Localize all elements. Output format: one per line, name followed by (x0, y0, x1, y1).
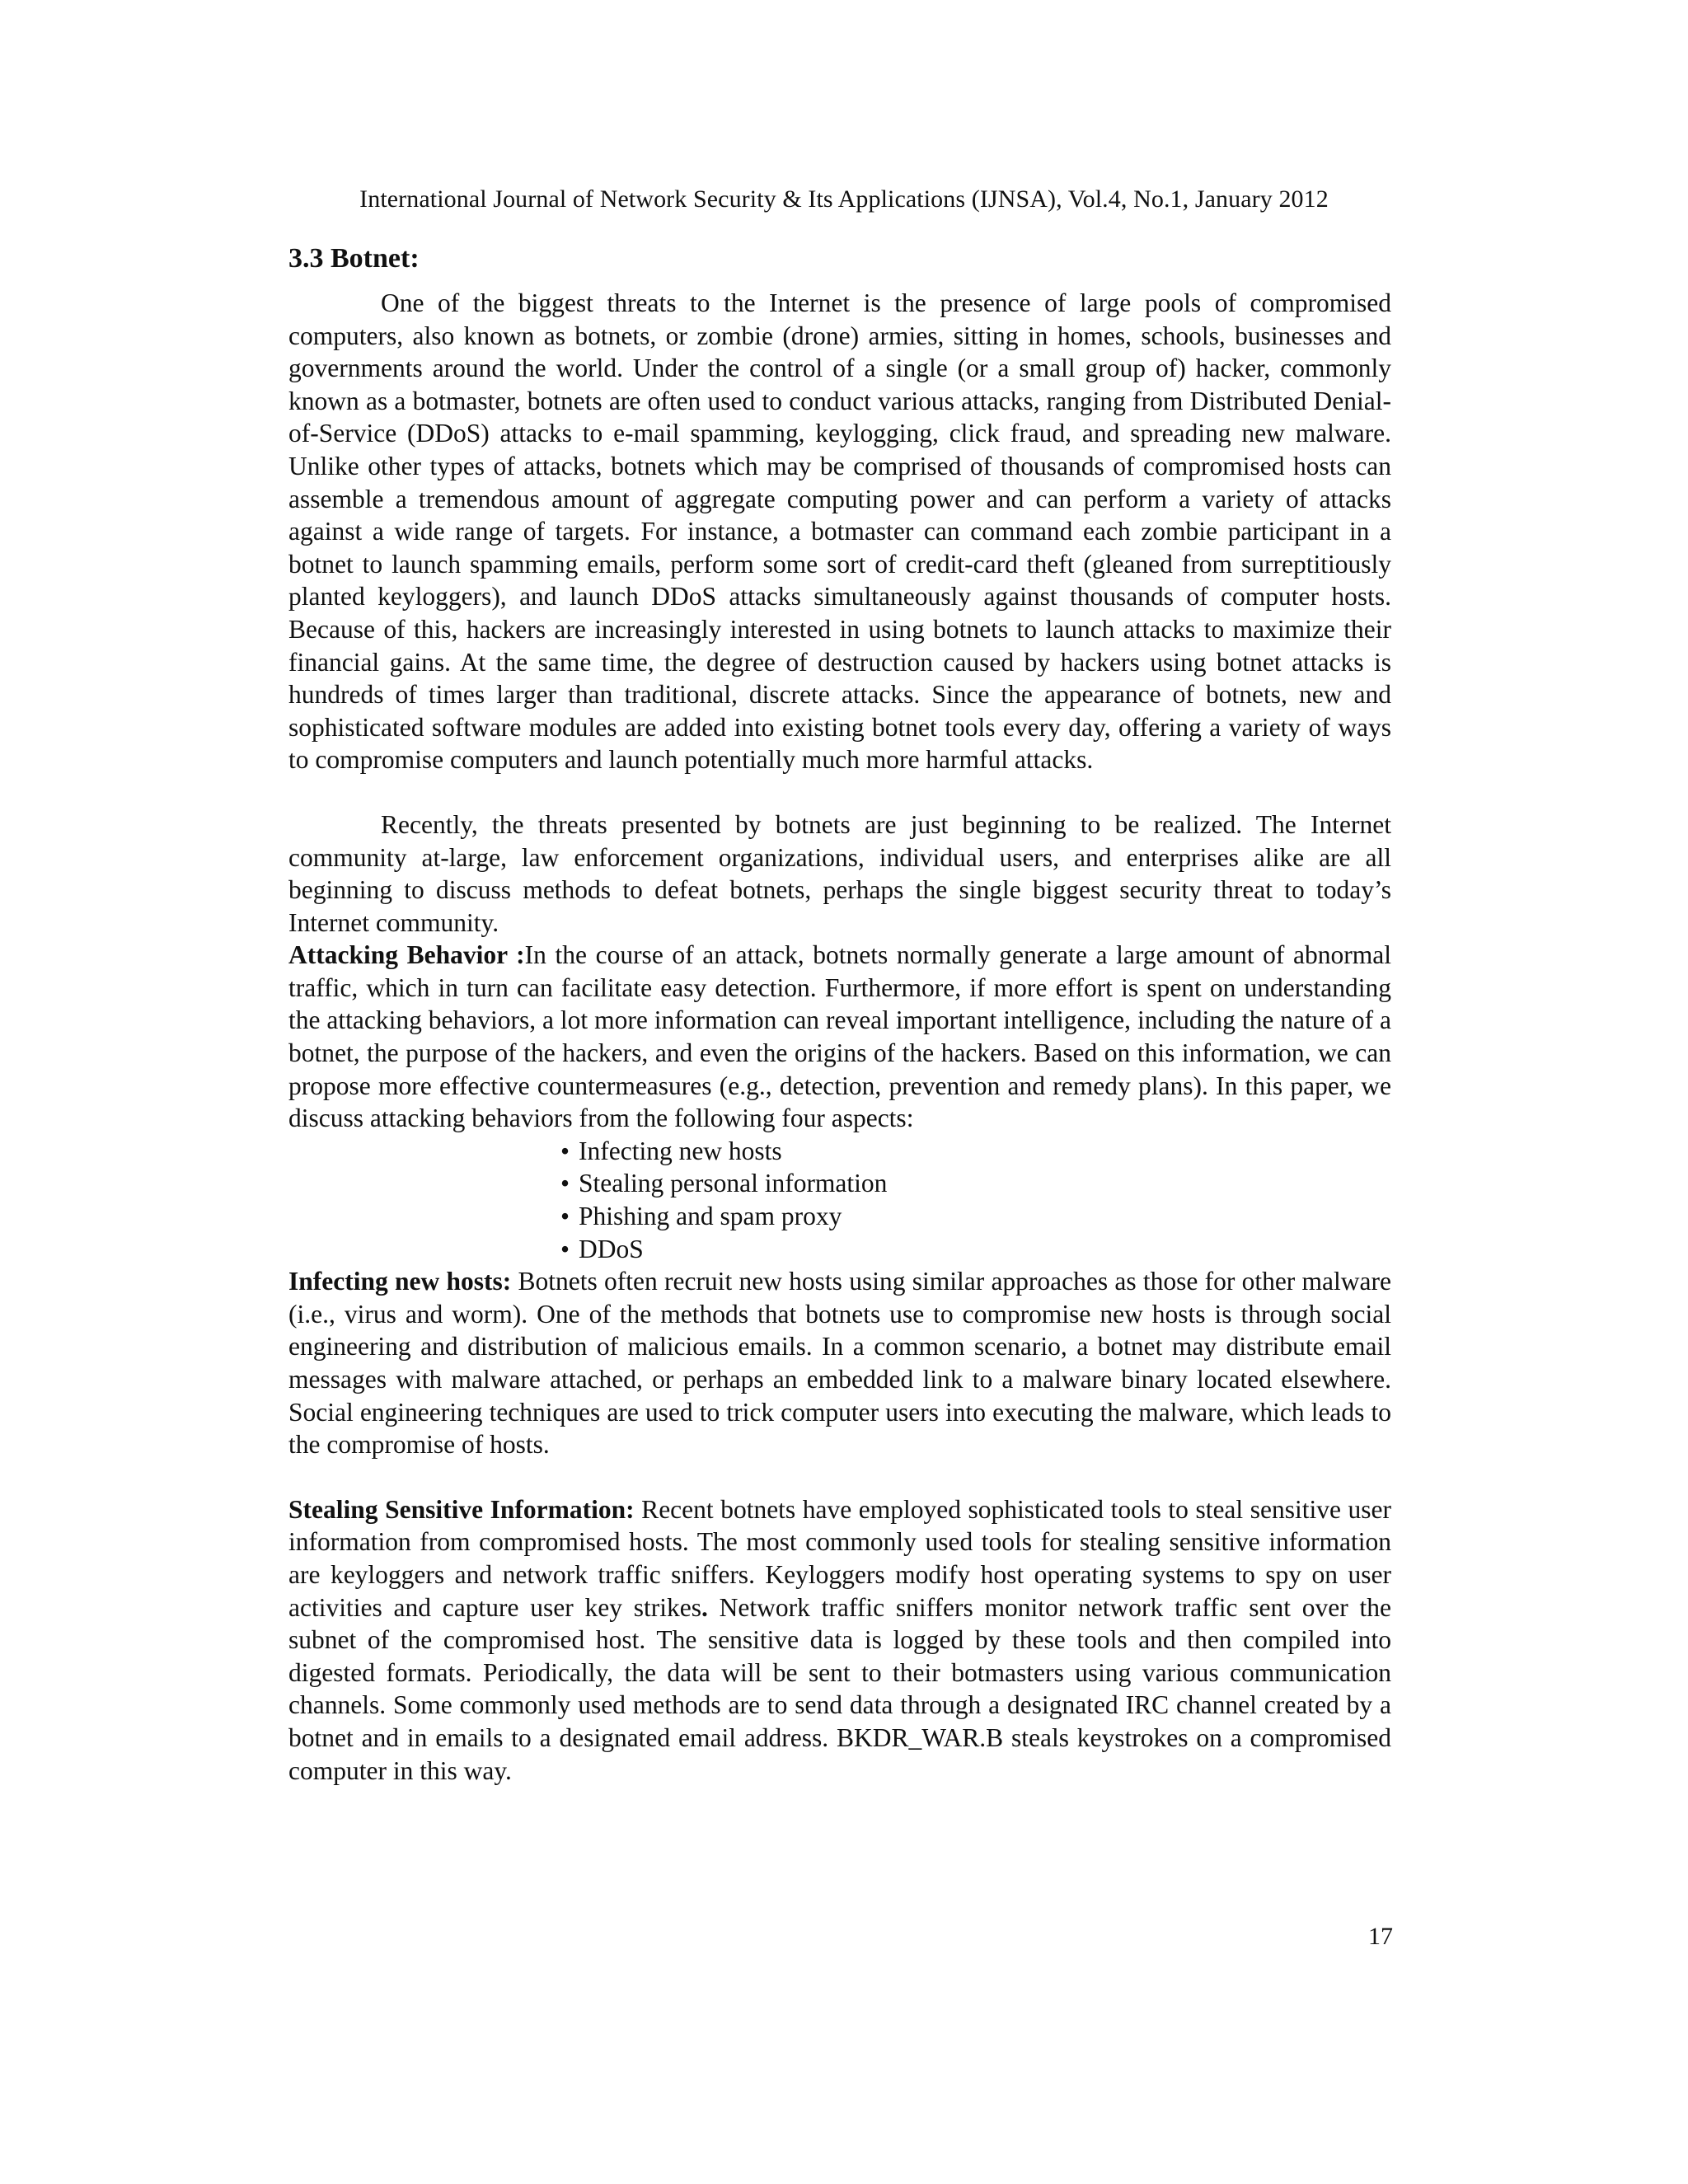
page-number: 17 (1368, 1923, 1393, 1950)
paragraph-botnet-threats: Recently, the threats presented by botnets are just beginning to be realized. The Internet community at-large, law enforcement organizations, individual users, and enterprises alike are all beginning to discuss methods to defeat botnets, perhaps the single biggest security threat to today’s Internet community. (288, 809, 1391, 937)
body-content (288, 241, 1391, 1787)
paragraph-botnet-intro: One of the biggest threats to the Internet is the presence of large pools of compromised computers, also known as botnets, or zombie (drone) armies, sitting in homes, schools, businesses and governments around the world. Under the control of a single (or a small group of) hacker, commonly known as a botmaster, botnets are often used to conduct various attacks, ranging from Distributed Denial-of-Service (DDoS) attacks to e-mail spamming, keylogging, click fraud, and spreading new malware. Unlike other types of attacks, botnets which may be comprised of thousands of compromised hosts can assemble a tremendous amount of aggregate computing power and can perform a variety of attacks against a wide range of targets. For instance, a botmaster can command each zombie participant in a botnet to launch spamming emails, perform some sort of credit-card theft (gleaned from surreptitiously planted keyloggers), and launch DDoS attacks simultaneously against thousands of computer hosts. Because of this, hackers are increasingly interested in using botnets to launch attacks to maximize their financial gains. At the same time, the degree of destruction caused by hackers using botnet attacks is hundreds of times larger than traditional, discrete attacks. Since the appearance of botnets, new and sophisticated software modules are added into existing botnet tools every day, offering a variety of ways to compromise computers and launch potentially much more harmful attacks. (288, 288, 1391, 775)
paragraph-stealing-information (288, 1493, 1391, 1787)
list-item (560, 1200, 1391, 1233)
stealing-text-part2: Network traffic sniffers monitor network traffic sent over the subnet of the compromised host. The sensitive data is logged by these tools and then compiled into digested formats. Periodically, the data will be sent to their botmasters using various communication channels. Some commonly used methods are to send data through a designated IRC channel created by a botnet and in emails to a designated email address. BKDR_WAR.B steals keystrokes on a compromised computer in this way. (288, 1592, 1391, 1785)
bullet-icon: • (560, 1234, 570, 1263)
infecting-heading: Infecting new hosts: (288, 1267, 512, 1296)
stealing-heading: Stealing Sensitive Information: (288, 1494, 635, 1524)
bullet-icon: • (560, 1169, 570, 1198)
attacking-behavior-text: In the course of an attack, botnets normally generate a large amount of abnormal traffic, which in turn can facilitate easy detection. Furthermore, if more effort is spent on understanding the attacking behaviors, a lot more information can reveal important intelligence, including the nature of a botnet, the purpose of the hackers, and even the origins of the hackers. Based on this information, we can propose more effective countermeasures (e.g., detection, prevention and remedy plans). In this paper, we discuss attacking behaviors from the following four aspects: (288, 940, 1391, 1133)
list-item (560, 1167, 1391, 1200)
infecting-text: Botnets often recruit new hosts using similar approaches as those for other malware (i.e., virus and worm). One of the methods that botnets use to compromise new hosts is through social engineering and distribution of malicious emails. In a common scenario, a botnet may distribute email messages with malware attached, or perhaps an embedded link to a malware binary located elsewhere. Social engineering techniques are used to trick computer users into executing the malware, which leads to the compromise of hosts. (288, 1267, 1391, 1460)
aspects-list (288, 1135, 1391, 1265)
paragraph-infecting-new-hosts (288, 1265, 1391, 1461)
bullet-icon: • (560, 1136, 570, 1165)
section-title: 3.3 Botnet: (288, 243, 420, 274)
list-item-text: DDoS (579, 1234, 644, 1263)
attacking-behavior-heading: Attacking Behavior : (288, 940, 525, 970)
list-item (560, 1135, 1391, 1168)
running-header: International Journal of Network Security & Its Applications (IJNSA), Vol.4, No.1, January 2012 (359, 185, 1329, 213)
paragraph-attacking-behavior (288, 939, 1391, 1135)
list-item-text: Infecting new hosts (579, 1136, 782, 1165)
bullet-icon: • (560, 1202, 570, 1231)
list-item (560, 1233, 1391, 1266)
list-item-text: Phishing and spam proxy (579, 1202, 842, 1231)
stealing-text-part1: Recent botnets have employed sophisticated tools to steal sensitive user information from compromised hosts. The most commonly used tools for stealing sensitive information are keyloggers and network traffic sniffers. Keyloggers modify host operating systems to spy on user activities and capture user key strikes (288, 1494, 1391, 1622)
stealing-bold-period: . (701, 1592, 708, 1622)
list-item-text: Stealing personal information (579, 1169, 888, 1198)
